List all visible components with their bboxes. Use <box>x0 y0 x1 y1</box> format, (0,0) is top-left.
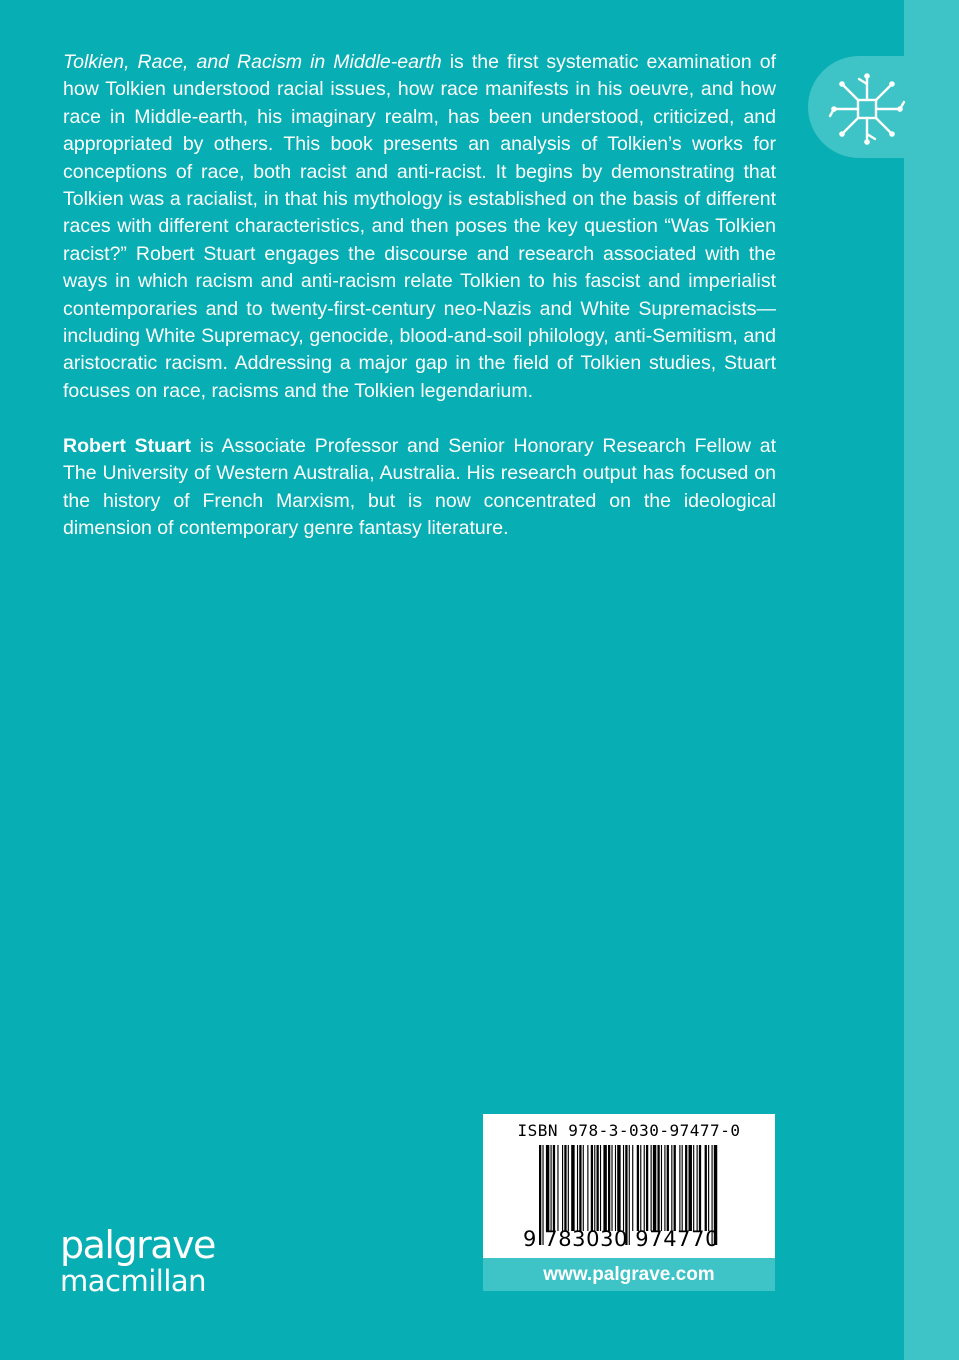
barcode-bar <box>579 1145 581 1231</box>
palgrave-network-logo-icon <box>826 68 908 150</box>
barcode-bar <box>697 1145 698 1231</box>
barcode-bar <box>679 1145 680 1231</box>
barcode-bar <box>682 1145 683 1231</box>
barcode-bar <box>632 1145 633 1231</box>
barcode-bar <box>591 1145 593 1231</box>
barcode-box <box>483 1114 775 1258</box>
barcode-bar <box>661 1145 662 1231</box>
bio-text: is Associate Professor and Senior Honorary Research Fellow at The University of Western Australia, Australia. His research output has focused on the history of French Marxism, but is now concentrated on the ideological dimension of contemporary genre fantasy literature. <box>63 435 776 540</box>
barcode-bar <box>708 1145 709 1231</box>
spine-strip <box>904 0 959 1360</box>
barcode-bar <box>600 1145 601 1231</box>
barcode-bar <box>689 1145 692 1231</box>
barcode-bar <box>611 1145 612 1231</box>
logo-tab <box>808 56 959 158</box>
barcode-bar <box>615 1145 616 1231</box>
barcode-bar <box>571 1145 574 1231</box>
barcode-bar <box>674 1145 676 1231</box>
barcode-bar <box>551 1145 552 1231</box>
barcode-bar <box>562 1145 563 1231</box>
publisher-line1: palgrave <box>60 1223 215 1267</box>
barcode-bar <box>546 1145 549 1231</box>
barcode-bar <box>667 1145 669 1231</box>
author-bio <box>63 433 776 543</box>
barcode-bar <box>603 1145 606 1231</box>
barcode-bar <box>640 1145 641 1231</box>
publisher-url: www.palgrave.com <box>483 1258 775 1291</box>
barcode-bar <box>623 1145 624 1231</box>
barcode-bar <box>564 1145 566 1231</box>
barcode-bar <box>587 1145 588 1231</box>
barcode-bar <box>685 1145 687 1231</box>
barcode-bar <box>608 1145 610 1231</box>
barcode-bar <box>693 1145 694 1231</box>
barcode-bar <box>646 1145 648 1231</box>
barcode-bar <box>557 1145 558 1231</box>
barcode-bar <box>699 1145 701 1231</box>
barcode-bar <box>651 1145 652 1231</box>
barcode-digits: 9 783030 974770 <box>523 1227 720 1251</box>
barcode-bar <box>671 1145 672 1231</box>
barcode-bar <box>583 1145 584 1231</box>
barcode-bar <box>657 1145 659 1231</box>
barcode-bar <box>577 1145 578 1231</box>
barcode-bar <box>644 1145 645 1231</box>
description-text: is the first systematic examination of how Tolkien understood racial issues, how race manifests in his oeuvre, and how race in Middle-earth, his imaginary realm, has been understood, criticized, and appropriated by others. This book presents an analysis of Tolkien’s works for conceptions of race, both racist and anti-racist. It begins by demonstrating that Tolkien was a racialist, in that his mythology is established on the basis of different races with different characteristics, and then poses the key question “Was Tolkien racist?” Robert Stuart engages the discourse and research associated with the ways in which racism and anti-racism relate Tolkien to his fascist and imperialist contemporaries and to twenty-first-century neo-Nazis and White Supremacists—including White Supremacy, genocide, blood-and-soil philology, anti-Semitism, and aristocratic racism. Addressing a major gap in the field of Tolkien studies, Stuart focuses on race, racisms and the Tolkien legendarium. <box>63 51 776 402</box>
barcode-bar <box>653 1145 656 1231</box>
publisher-logo <box>60 1225 215 1297</box>
barcode-bar <box>553 1145 555 1231</box>
barcode-bar <box>594 1145 595 1231</box>
barcode-bar <box>637 1145 639 1231</box>
author-name: Robert Stuart <box>63 435 191 457</box>
book-description <box>63 49 776 405</box>
publisher-line2: macmillan <box>60 1264 207 1298</box>
isbn-label: ISBN 978-3-030-97477-0 <box>517 1121 741 1140</box>
barcode-bar <box>705 1145 707 1231</box>
book-title: Tolkien, Race, and Racism in Middle-earth <box>63 51 442 73</box>
barcode-bar <box>568 1145 569 1231</box>
barcode-bar <box>597 1145 599 1231</box>
barcode-bar <box>617 1145 620 1231</box>
barcode-bar <box>664 1145 665 1231</box>
